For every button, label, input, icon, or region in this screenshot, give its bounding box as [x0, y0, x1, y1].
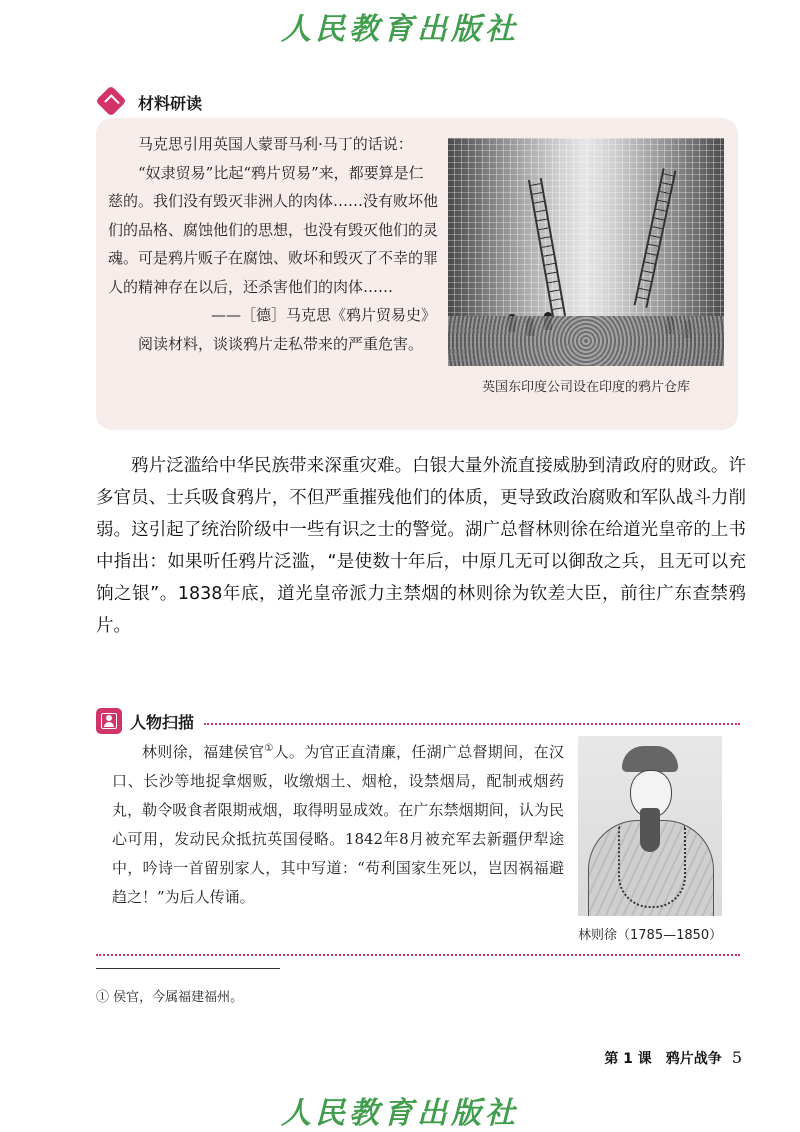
opium-warehouse-image: [448, 138, 724, 366]
page-number: 5: [731, 1048, 742, 1067]
person-scan-heading: [96, 708, 740, 734]
opium-balls-floor: [448, 316, 724, 366]
material-reading-heading: [96, 88, 202, 116]
person-text-part1: 林则徐，福建侯官: [142, 743, 265, 761]
material-source: ——［德］马克思《鸦片贸易史》: [210, 306, 436, 324]
material-intro: 马克思引用英国人蒙哥马利·马丁的话说：: [138, 135, 413, 153]
ladder-left: [528, 178, 566, 318]
page-footer: [604, 1048, 742, 1068]
main-paragraph: 鸦片泛滥给中华民族带来深重灾难。白银大量外流直接威胁到清政府的财政。许多官员、士兵吸食鸦片，不但严重摧残他们的体质，更导致政治腐败和军队战斗力削弱。这引起了统治阶级中一些有识之士的警觉。湖广总督林则徐在给道光皇帝的上书中指出：如果听任鸦片泛滥，“是使数十年后，中原几无可以御敌之兵，且无可以充饷之银”。1838年底，道光皇帝派力主禁烟的林则徐为钦差大臣，前往广东查禁鸦片。: [96, 456, 746, 636]
footnote-rule: [96, 968, 280, 969]
footnote-marker[interactable]: ①: [264, 743, 274, 754]
material-quote: “奴隶贸易”比起“鸦片贸易”来，都要算是仁慈的。我们没有毁灭非洲人的肉体……没有败坏他们的品格、腐蚀他们的思想，也没有毁灭他们的灵魂。可是鸦片贩子在腐蚀、败坏和毁灭了不幸的罪人的精神存在以后，还杀害他们的肉体……: [108, 163, 439, 296]
lesson-title: 第 1 课 鸦片战争: [604, 1051, 722, 1067]
book-icon: [96, 88, 130, 116]
material-task: 阅读材料，谈谈鸦片走私带来的严重危害。: [138, 334, 424, 353]
lin-zexu-portrait: [578, 736, 722, 916]
portrait-caption: 林则徐（1785—1850）: [578, 928, 723, 943]
warehouse-image-caption: 英国东印度公司设在印度的鸦片仓库: [481, 380, 690, 395]
publisher-watermark-top: 人民教育出版社: [281, 12, 519, 47]
footnote: ① 侯官，今属福建福州。: [96, 990, 244, 1005]
person-heading-label: 人物扫描: [130, 712, 195, 732]
dotted-divider: [204, 723, 740, 725]
dotted-divider-bottom: [96, 954, 740, 956]
person-text: [112, 734, 564, 912]
publisher-watermark-bottom: 人民教育出版社: [281, 1096, 519, 1131]
material-heading-label: 材料研读: [138, 93, 203, 113]
person-text-part2: 人。为官正直清廉，任湖广总督期间，在汉口、长沙等地捉拿烟贩，收缴烟土、烟枪，设禁烟局，配制戒烟药丸，勒令吸食者限期戒烟，取得明显成效。在广东禁烟期间，认为民心可用，发动民众抵抗英国侵略。1842年8月被充军去新疆伊犁途中，吟诗一首留别家人，其中写道：“苟利国家生死以，岂因祸福避趋之！”为后人传诵。: [112, 743, 564, 906]
ladder-right: [634, 168, 677, 308]
person-card-icon: [96, 708, 122, 734]
material-reading-box: [96, 118, 738, 430]
material-text: [108, 130, 438, 358]
